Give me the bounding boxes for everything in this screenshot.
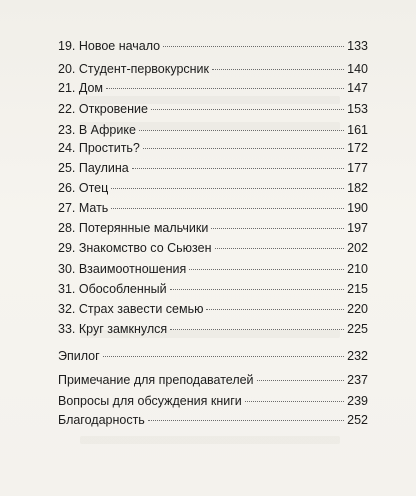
dot-leader [139, 130, 344, 131]
dot-leader [163, 46, 344, 47]
toc-entry [58, 347, 368, 365]
toc-entry [58, 179, 368, 197]
dot-leader [106, 88, 344, 89]
toc-entry [58, 280, 368, 298]
toc-entry-title: 32. Страх завести семью [58, 302, 204, 316]
toc-entry-title: 26. Отец [58, 181, 109, 195]
toc-entry [58, 239, 368, 257]
toc-entry-page: 202 [347, 241, 368, 255]
toc-entry-page: 153 [347, 102, 368, 116]
dot-leader [143, 148, 344, 149]
toc-entry-title: 19. Новое начало [58, 39, 161, 53]
toc-entry-page: 172 [347, 141, 368, 155]
toc-entry-title: Вопросы для обсуждения книги [58, 394, 242, 408]
toc-entry [58, 100, 368, 118]
dot-leader [245, 401, 344, 402]
toc-entry [58, 300, 368, 318]
toc-entry-page: 161 [347, 123, 368, 137]
dot-leader [151, 109, 344, 110]
toc-entry [58, 159, 368, 177]
toc-entry-title: 27. Мать [58, 201, 109, 215]
toc-entry [58, 37, 368, 55]
toc-entry-page: 252 [347, 413, 368, 427]
toc-entry-title: 29. Знакомство со Сьюзен [58, 241, 212, 255]
toc-entry-title: 22. Откровение [58, 102, 148, 116]
toc-entry [58, 219, 368, 237]
toc-entry-page: 220 [347, 302, 368, 316]
toc-entry-page: 133 [347, 39, 368, 53]
dot-leader [103, 356, 344, 357]
dot-leader [212, 69, 344, 70]
toc-entry-title: 25. Паулина [58, 161, 129, 175]
toc-entry-page: 232 [347, 349, 368, 363]
toc-entry-page: 215 [347, 282, 368, 296]
toc-entry [58, 121, 368, 139]
toc-entry-page: 182 [347, 181, 368, 195]
toc-entry [58, 371, 368, 389]
toc-entry [58, 260, 368, 278]
toc-entry-page: 225 [347, 322, 368, 336]
dot-leader [170, 289, 344, 290]
dot-leader [111, 208, 344, 209]
toc-entry-page: 197 [347, 221, 368, 235]
toc-entry-page: 140 [347, 62, 368, 76]
toc-entry-title: 24. Простить? [58, 141, 140, 155]
toc-entry-title: 33. Круг замкнулся [58, 322, 168, 336]
dot-leader [132, 168, 344, 169]
toc-entry [58, 392, 368, 410]
toc-entry [58, 411, 368, 429]
toc-entry [58, 79, 368, 97]
dot-leader [257, 380, 344, 381]
toc-entry-title: Эпилог [58, 349, 100, 363]
toc-entry-title: 21. Дом [58, 81, 104, 95]
toc-entry-title: 30. Взаимоотношения [58, 262, 187, 276]
toc-entry-page: 210 [347, 262, 368, 276]
toc-entry-title: Примечание для преподавателей [58, 373, 254, 387]
toc-entry-page: 190 [347, 201, 368, 215]
toc-entry [58, 199, 368, 217]
toc-entry-title: 28. Потерянные мальчики [58, 221, 209, 235]
toc-entry-page: 237 [347, 373, 368, 387]
toc-entry-page: 239 [347, 394, 368, 408]
dot-leader [215, 248, 345, 249]
toc-entry-page: 177 [347, 161, 368, 175]
toc-entry-title: Благодарность [58, 413, 145, 427]
toc-entry-title: 23. В Африке [58, 123, 136, 137]
toc-entry [58, 60, 368, 78]
toc-entry [58, 320, 368, 338]
dot-leader [111, 188, 344, 189]
toc-entry-page: 147 [347, 81, 368, 95]
toc-entry-title: 20. Студент-первокурсник [58, 62, 210, 76]
dot-leader [148, 420, 344, 421]
dot-leader [206, 309, 344, 310]
toc-entry [58, 139, 368, 157]
dot-leader [189, 269, 344, 270]
toc-entry-title: 31. Обособленный [58, 282, 167, 296]
dot-leader [211, 228, 344, 229]
dot-leader [170, 329, 344, 330]
